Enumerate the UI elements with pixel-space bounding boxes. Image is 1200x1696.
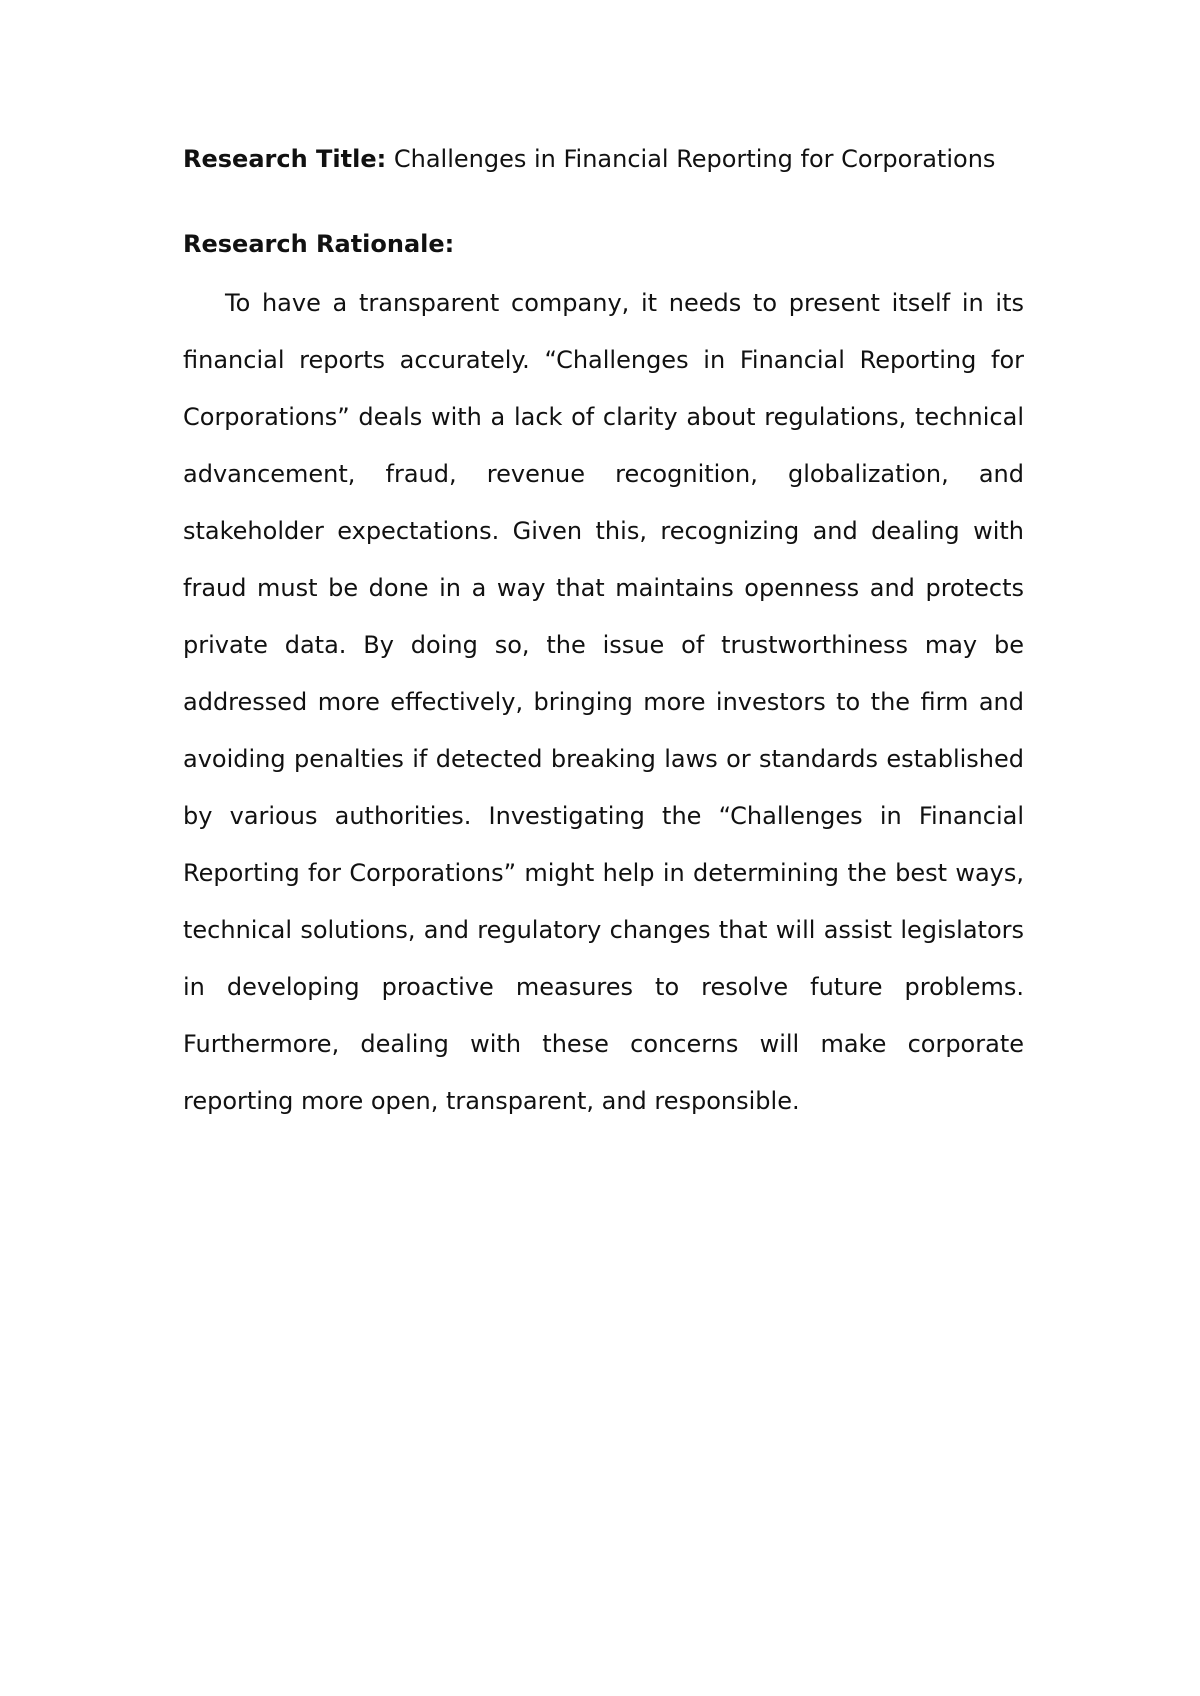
document-body (183, 138, 1024, 1130)
rationale-paragraph: To have a transparent company, it needs to present itself in its financial reports accurately. “Challenges in Financial Reporting for Corporations” deals with a lack of clarity about regulations, technical advancement, fraud, revenue recognition, globalization, and stakeholder expectations. Given this, recognizing and dealing with fraud must be done in a way that maintains openness and protects private data. By doing so, the issue of trustworthiness may be addressed more effectively, bringing more investors to the firm and avoiding penalties if detected breaking laws or standards established by various authorities. Investigating the “Challenges in Financial Reporting for Corporations” might help in determining the best ways, technical solutions, and regulatory changes that will assist legislators in developing proactive measures to resolve future problems. Furthermore, dealing with these concerns will make corporate reporting more open, transparent, and responsible. (183, 289, 1024, 1115)
research-title-text: Challenges in Financial Reporting for Corporations (393, 145, 996, 173)
research-title-line (183, 138, 1024, 181)
research-title-label: Research Title: (183, 145, 387, 173)
rationale-heading: Research Rationale: (183, 230, 455, 258)
